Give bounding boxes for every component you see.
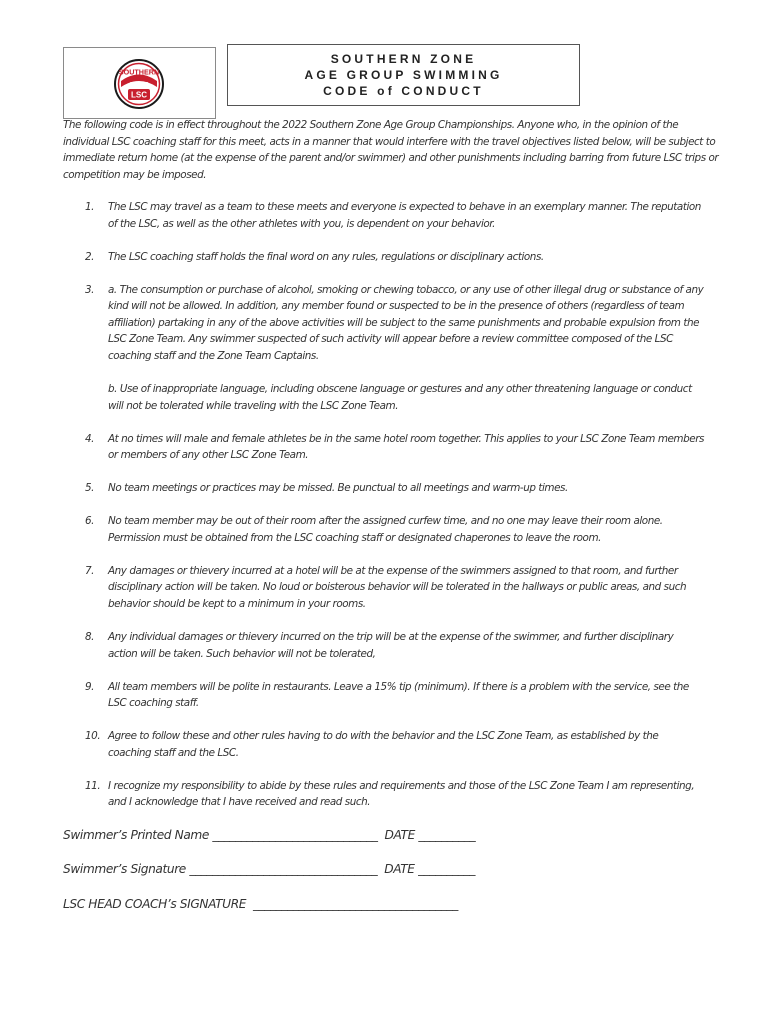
rule-number: 5. xyxy=(85,482,95,495)
rule-text: The LSC may travel as a team to these meets and everyone is expected to behave in an exemplary manner. The reputation of the LSC, as well as the other athletes with you, is dependent on your behavior. xyxy=(108,201,701,230)
rule-item-2 xyxy=(0,249,704,266)
rules-list xyxy=(0,199,770,827)
rule-item-6 xyxy=(0,513,704,546)
rule-text: The LSC coaching staff holds the final word on any rules, regulations or disciplinary actions. xyxy=(108,250,544,263)
rule-number: 4. xyxy=(85,432,95,445)
svg-text:Z O N E: Z O N E xyxy=(129,82,149,88)
rule-text: Any damages or thievery incurred at a hotel will be at the expense of the swimmers assigned to that room, and further disciplinary action will be taken. No loud or boisterous behavior will be tolerated in the hallways or public areas, and such behavior should be kept to a minimum in your rooms. xyxy=(108,564,687,611)
rule-item-1 xyxy=(0,199,704,232)
rule-item-5 xyxy=(0,480,704,497)
rule-text: All team members will be polite in restaurants. Leave a 15% tip (minimum). If there is a problem with the service, see the LSC coaching staff. xyxy=(108,680,689,710)
rule-number: 8. xyxy=(85,631,95,644)
head-coach-signature-field[interactable]: LSC HEAD COACH’s SIGNATURE ____________________________________ xyxy=(63,897,458,911)
rule-text: At no times will male and female athletes be in the same hotel room together. This applies to your LSC Zone Team members or members of any other LSC Zone Team. xyxy=(108,432,704,462)
rule-item-3 xyxy=(0,282,704,415)
document-title-box xyxy=(227,44,580,106)
logo-box xyxy=(63,47,216,119)
rule-item-7 xyxy=(0,563,704,613)
rule-text: Any individual damages or thievery incurred on the trip will be at the expense of the swimmer, and further disciplinary action will be taken. Such behavior will not be tolerated, xyxy=(108,631,674,660)
rule-text: I recognize my responsibility to abide by these rules and requirements and those of the LSC Zone Team I am representing, and I acknowledge that I have received and read such. xyxy=(108,779,695,809)
rule-number: 11. xyxy=(85,779,101,792)
rule-item-9 xyxy=(0,679,704,712)
rule-number: 2. xyxy=(85,250,95,263)
rule-item-4 xyxy=(0,431,704,464)
rule-text: No team member may be out of their room after the assigned curfew time, and no one may leave their room alone. Permission must be obtained from the LSC coaching staff or designated chaperones to leave the room. xyxy=(108,515,663,544)
svg-text:LSC: LSC xyxy=(131,90,147,100)
rule-number: 7. xyxy=(85,564,95,577)
rule-text-part-a: a. The consumption or purchase of alcohol, smoking or chewing tobacco, or any use of other illegal drug or substance of any kind will not be allowed. In addition, any member found or suspected to be in the presence of others (regardless of team affiliation) partaking in any of the above activities will be subject to the same punishments and probable expulsion from the LSC Zone Team. Any swimmer suspected of such activity will appear before a review committee composed of the LSC coaching staff and the Zone Team Captains. xyxy=(108,283,704,362)
rule-text-part-b: b. Use of inappropriate language, including obscene language or gestures and any other threatening language or conduct will not be tolerated while traveling with the LSC Zone Team. xyxy=(108,383,692,412)
rule-item-10 xyxy=(0,728,704,761)
rule-number: 3. xyxy=(85,283,95,296)
swimmer-printed-name-field[interactable]: Swimmer’s Printed Name _____________________________ DATE __________ xyxy=(63,828,476,842)
rule-number: 6. xyxy=(85,515,95,528)
rule-number: 1. xyxy=(85,201,95,213)
title-line-code-of-conduct: CODE of CONDUCT xyxy=(323,84,484,98)
swimmer-signature-field[interactable]: Swimmer’s Signature _________________________________ DATE __________ xyxy=(63,862,476,876)
rule-number: 9. xyxy=(85,680,95,693)
rule-item-11 xyxy=(0,778,704,811)
svg-text:SOUTHERN: SOUTHERN xyxy=(118,67,160,77)
title-line-age-group-swimming: AGE GROUP SWIMMING xyxy=(304,68,503,82)
rule-item-8 xyxy=(0,629,704,662)
rule-text: No team meetings or practices may be missed. Be punctual to all meetings and warm-up times. xyxy=(108,482,568,495)
rule-number: 10. xyxy=(85,730,101,743)
intro-paragraph: The following code is in effect throughout the 2022 Southern Zone Age Group Championships. Anyone who, in the opinion of the individual LSC coaching staff for this meet, acts in a manner that would interfere with the travel objectives listed below, will be subject to immediate return home (at the expense of the parent and/or swimmer) and other punishments including barring from future LSC trips or competition may be imposed. xyxy=(63,119,719,181)
rule-text: Agree to follow these and other rules having to do with the behavior and the LSC Zone Team, as established by the coaching staff and the LSC. xyxy=(108,730,659,759)
title-line-southern-zone: SOUTHERN ZONE xyxy=(330,52,477,66)
southern-zone-lsc-logo xyxy=(111,56,167,112)
